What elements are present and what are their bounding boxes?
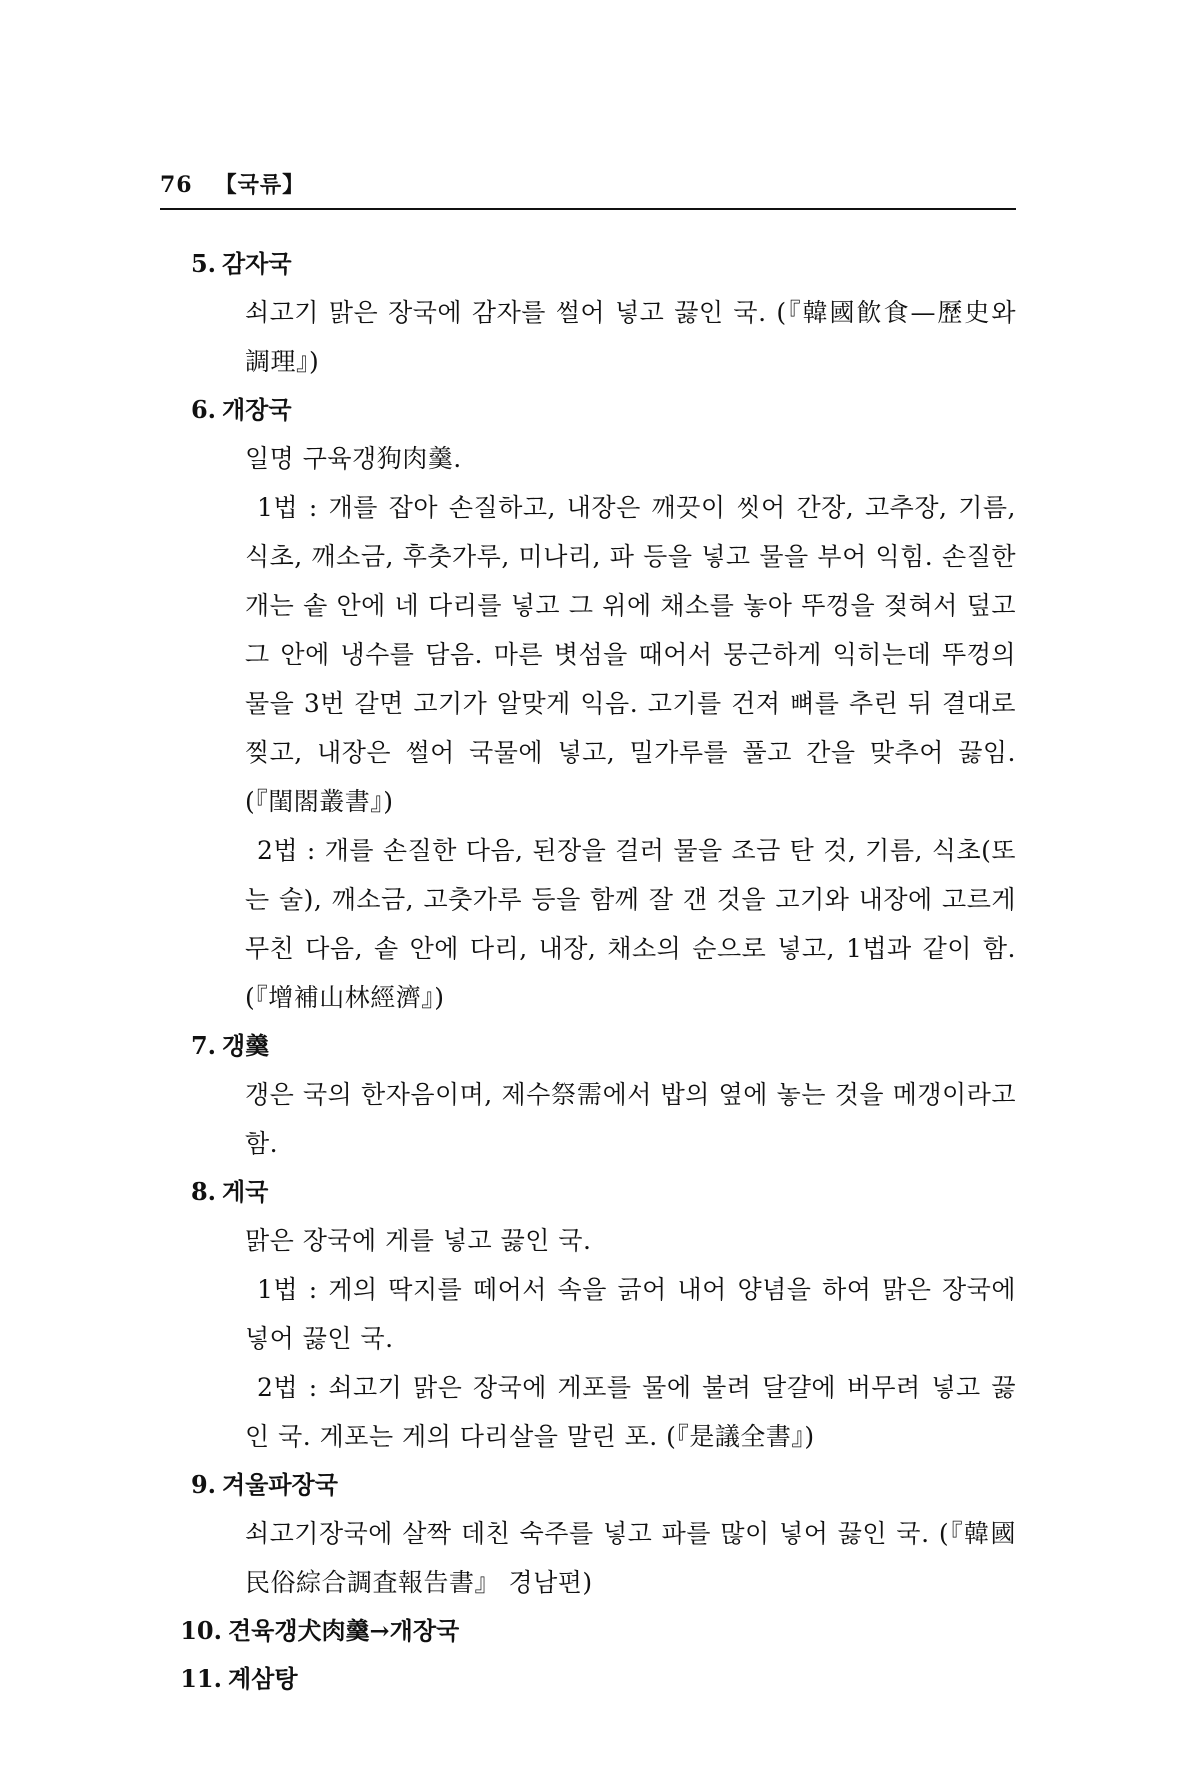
- entry-number: 11.: [180, 1664, 222, 1693]
- entry-heading: [160, 1607, 1016, 1655]
- entry-title: 감자국: [222, 249, 292, 278]
- entry-body: [245, 1509, 1016, 1607]
- entry-11: [160, 1655, 1016, 1703]
- entry-body: [245, 1070, 1016, 1168]
- entry-8: [160, 1168, 1016, 1461]
- method-paragraph: 1법 : 게의 딱지를 떼어서 속을 긁어 내어 양념을 하여 맑은 장국에 넣어 끓인 국.: [245, 1275, 1016, 1353]
- entry-number: 10.: [180, 1616, 222, 1645]
- entry-5: [160, 240, 1016, 386]
- entry-list: [160, 240, 1016, 1703]
- entry-heading: [160, 240, 1016, 288]
- entry-title: 겨울파장국: [222, 1470, 338, 1499]
- entry-paragraph: 일명 구육갱狗肉羹.: [245, 444, 462, 473]
- page-number: 76: [160, 172, 193, 198]
- entry-heading: [160, 1461, 1016, 1509]
- entry-title: 갱羹: [222, 1031, 270, 1060]
- method-paragraph: 2법 : 쇠고기 맑은 장국에 게포를 물에 불려 달걀에 버무려 넣고 끓인 국. 게포는 게의 다리살을 말린 포. (『是議全書』): [245, 1373, 1016, 1451]
- entry-6: [160, 386, 1016, 1022]
- entry-number: 8.: [190, 1177, 216, 1206]
- entry-9: [160, 1461, 1016, 1607]
- entry-paragraph: 갱은 국의 한자음이며, 제수祭需에서 밥의 옆에 놓는 것을 메갱이라고 함.: [245, 1080, 1016, 1158]
- entry-paragraph: 쇠고기 맑은 장국에 감자를 썰어 넣고 끓인 국. (『韓國飮食—歷史와 調理』): [245, 298, 1016, 376]
- entry-body: [245, 1216, 1016, 1461]
- section-title: 【국류】: [214, 172, 306, 198]
- header-rule: [160, 208, 1016, 210]
- entry-heading: [160, 1022, 1016, 1070]
- entry-title: 게국: [222, 1177, 269, 1206]
- entry-title: 개장국: [222, 395, 292, 424]
- entry-title: 계삼탕: [228, 1664, 298, 1693]
- entry-number: 6.: [190, 395, 216, 424]
- entry-heading: [160, 1655, 1016, 1703]
- method-paragraph: 1법 : 개를 잡아 손질하고, 내장은 깨끗이 씻어 간장, 고추장, 기름, 식초, 깨소금, 후춧가루, 미나리, 파 등을 넣고 물을 부어 익힘. 손질한 개는 솥 안에 네 다리를 넣고 그 위에 채소를 놓아 뚜껑을 젖혀서 덮고 그 안에 냉수를 담음. 마른 볏섬을 때어서 뭉근하게 익히는데 뚜껑의 물을 3번 갈면 고기가 알맞게 익음. 고기를 건져 뼈를 추린 뒤 결대로 찢고, 내장은 썰어 국물에 넣고, 밀가루를 풀고 간을 맞추어 끓임. (『閨閤叢書』): [245, 493, 1016, 816]
- entry-number: 5.: [190, 249, 216, 278]
- entry-paragraph: 쇠고기장국에 살짝 데친 숙주를 넣고 파를 많이 넣어 끓인 국. (『韓國民俗綜合調査報告書』 경남편): [245, 1519, 1016, 1597]
- entry-paragraph: 맑은 장국에 게를 넣고 끓인 국.: [245, 1226, 592, 1255]
- entry-10: [160, 1607, 1016, 1655]
- entry-title: 견육갱犬肉羹→개장국: [228, 1616, 460, 1645]
- entry-heading: [160, 1168, 1016, 1216]
- running-header: [160, 168, 1016, 199]
- entry-body: [245, 288, 1016, 386]
- method-paragraph: 2법 : 개를 손질한 다음, 된장을 걸러 물을 조금 탄 것, 기름, 식초(또는 술), 깨소금, 고춧가루 등을 함께 잘 갠 것을 고기와 내장에 고르게 무친 다음, 솥 안에 다리, 내장, 채소의 순으로 넣고, 1법과 같이 함. (『增補山林經濟』): [245, 836, 1016, 1012]
- entry-body: [245, 434, 1016, 1022]
- entry-number: 7.: [190, 1031, 216, 1060]
- entry-number: 9.: [190, 1470, 216, 1499]
- entry-7: [160, 1022, 1016, 1168]
- entry-heading: [160, 386, 1016, 434]
